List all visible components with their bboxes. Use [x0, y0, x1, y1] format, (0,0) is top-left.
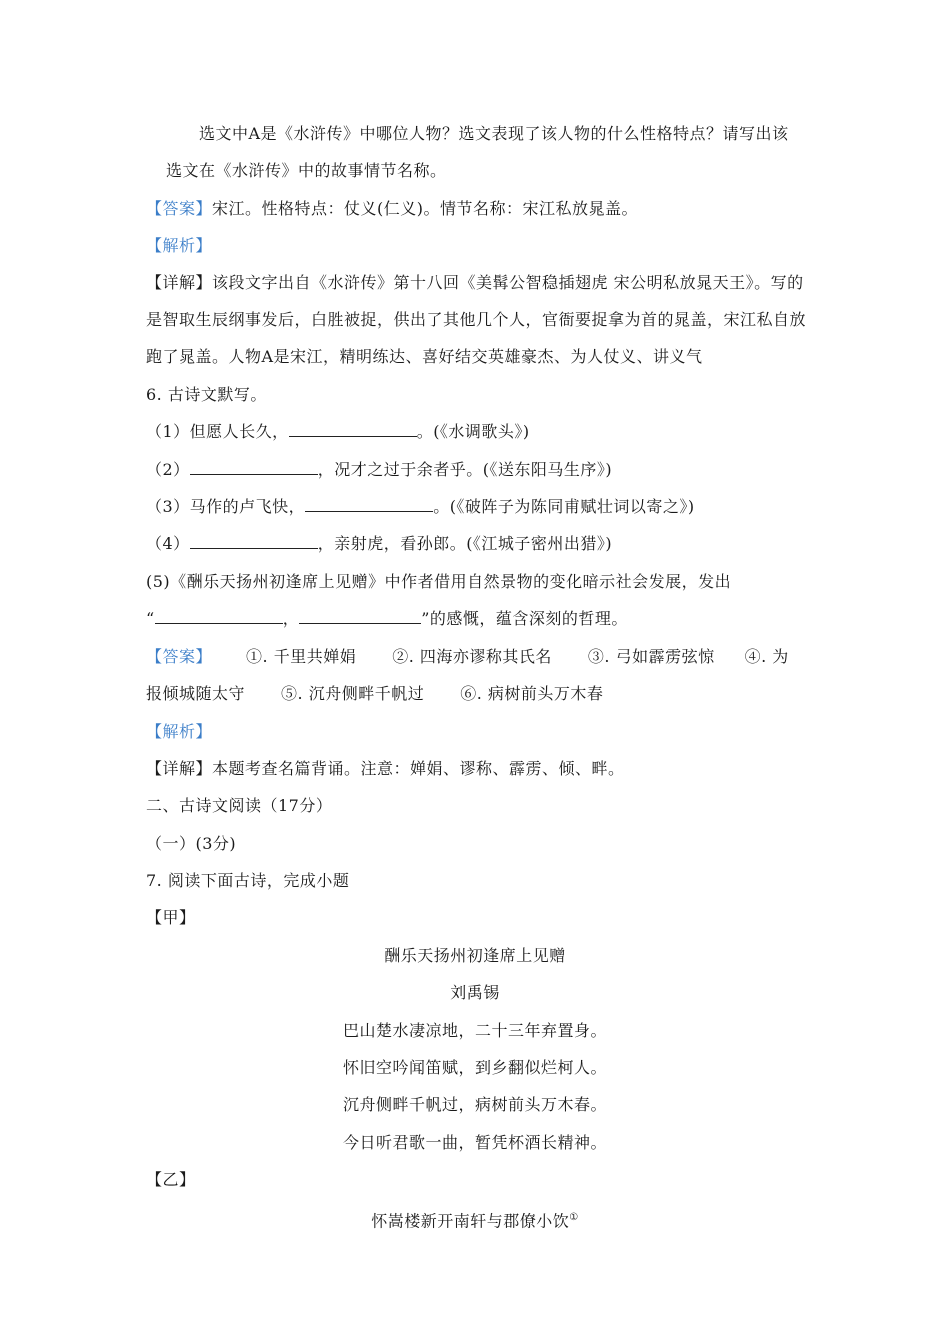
answer-4-start: ④. 为 — [744, 647, 789, 666]
blank-4[interactable] — [190, 534, 318, 549]
q6-detail — [146, 758, 826, 780]
poem-title: 酬乐天扬州初逢席上见赠 — [384, 946, 566, 965]
q5-detail-line1 — [146, 272, 826, 294]
poem-line: 沉舟侧畔千帆过，病树前头万木春。 — [342, 1095, 607, 1114]
q6-title: 6. 古诗文默写。 — [146, 385, 267, 404]
poem-author: 刘禹锡 — [450, 983, 500, 1002]
q5-question-line1: 选文中A是《水浒传》中哪位人物？选文表现了该人物的什么性格特点？请写出该 — [199, 124, 789, 143]
answer-6: ⑥. 病树前头万木春 — [460, 684, 604, 703]
poem-b-label: 【乙】 — [146, 1170, 196, 1189]
section2-title: 二、古诗文阅读（17分） — [146, 796, 333, 815]
answer-text: 宋江。性格特点：仗义(仁义)。情节名称：宋江私放晁盖。 — [212, 199, 639, 218]
open-quote: “ — [146, 609, 155, 628]
answer-3: ③. 弓如霹雳弦惊 — [587, 647, 715, 666]
blank-1[interactable] — [289, 422, 417, 437]
item2-prefix: （2） — [146, 460, 190, 479]
answer-tag: 【答案】 — [146, 647, 213, 666]
item3-prefix: （3）马作的卢飞快， — [146, 497, 306, 516]
q5-detail-line3: 跑了晁盖。人物A是宋江，精明练达、喜好结交英雄豪杰、为人仗义、讲义气 — [146, 347, 703, 366]
blank-3[interactable] — [305, 497, 433, 512]
answer-2: ②. 四海亦谬称其氏名 — [392, 647, 552, 666]
poem2-title — [0, 1207, 950, 1232]
detail-text: 该段文字出自《水浒传》第十八回《美髯公智稳插翅虎 宋公明私放晁天王》。写的 — [212, 273, 804, 292]
blank-2[interactable] — [190, 460, 318, 475]
q6-item5-line1: (5)《酬乐天扬州初逢席上见赠》中作者借用自然景物的变化暗示社会发展，发出 — [146, 572, 732, 591]
q6-analysis-tag: 【解析】 — [146, 722, 213, 741]
detail-text: 本题考查名篇背诵。注意：婵娟、谬称、霹雳、倾、畔。 — [212, 759, 625, 778]
item3-suffix: 。(《破阵子为陈同甫赋壮词以寄之》) — [433, 497, 695, 516]
item5-suffix: ”的感慨，蕴含深刻的哲理。 — [421, 609, 628, 628]
q6-item2 — [146, 459, 826, 481]
answer-1: ①. 千里共婵娟 — [246, 647, 357, 666]
answer-4-end: 报倾城随太守 — [146, 684, 246, 703]
item2-suffix: ，况才之过于余者乎。(《送东阳马生序》) — [317, 460, 613, 479]
q7-title: 7. 阅读下面古诗，完成小题 — [146, 871, 350, 890]
q6-item4 — [146, 533, 826, 555]
answer-tag: 【答案】 — [146, 199, 213, 218]
footnote-marker: ① — [569, 1212, 579, 1223]
comma: ， — [282, 609, 300, 628]
poem-line: 巴山楚水凄凉地，二十三年弃置身。 — [342, 1021, 607, 1040]
item4-prefix: （4） — [146, 534, 190, 553]
detail-tag: 【详解】 — [146, 759, 213, 778]
q5-analysis-tag: 【解析】 — [146, 236, 213, 255]
detail-tag: 【详解】 — [146, 273, 213, 292]
q5-detail-line2: 是智取生辰纲事发后，白胜被捉，供出了其他几个人，官衙要捉拿为首的晁盖，宋江私自放 — [146, 310, 807, 329]
blank-5[interactable] — [155, 609, 283, 624]
q6-answer-line2 — [146, 683, 826, 705]
section2-sub: （一）(3分) — [146, 834, 237, 853]
answer-5: ⑤. 沉舟侧畔千帆过 — [281, 684, 425, 703]
item1-suffix: 。(《水调歌头》) — [416, 422, 530, 441]
q6-item1 — [146, 421, 826, 443]
poem2-title-text: 怀嵩楼新开南轩与郡僚小饮 — [371, 1211, 570, 1231]
blank-6[interactable] — [299, 609, 421, 624]
q5-question-line2: 选文在《水浒传》中的故事情节名称。 — [166, 161, 447, 180]
poem-a-label: 【甲】 — [146, 908, 196, 927]
q6-answer-line1 — [146, 646, 826, 668]
poem-line: 怀旧空吟闻笛赋，到乡翻似烂柯人。 — [342, 1058, 607, 1077]
item1-prefix: （1）但愿人长久， — [146, 422, 289, 441]
q5-answer — [146, 198, 826, 220]
poem-line: 今日听君歌一曲，暂凭杯酒长精神。 — [342, 1133, 607, 1152]
q6-item3 — [146, 496, 826, 518]
item4-suffix: ，亲射虎，看孙郎。(《江城子密州出猎》) — [317, 534, 613, 553]
q6-item5-line2 — [146, 608, 826, 630]
